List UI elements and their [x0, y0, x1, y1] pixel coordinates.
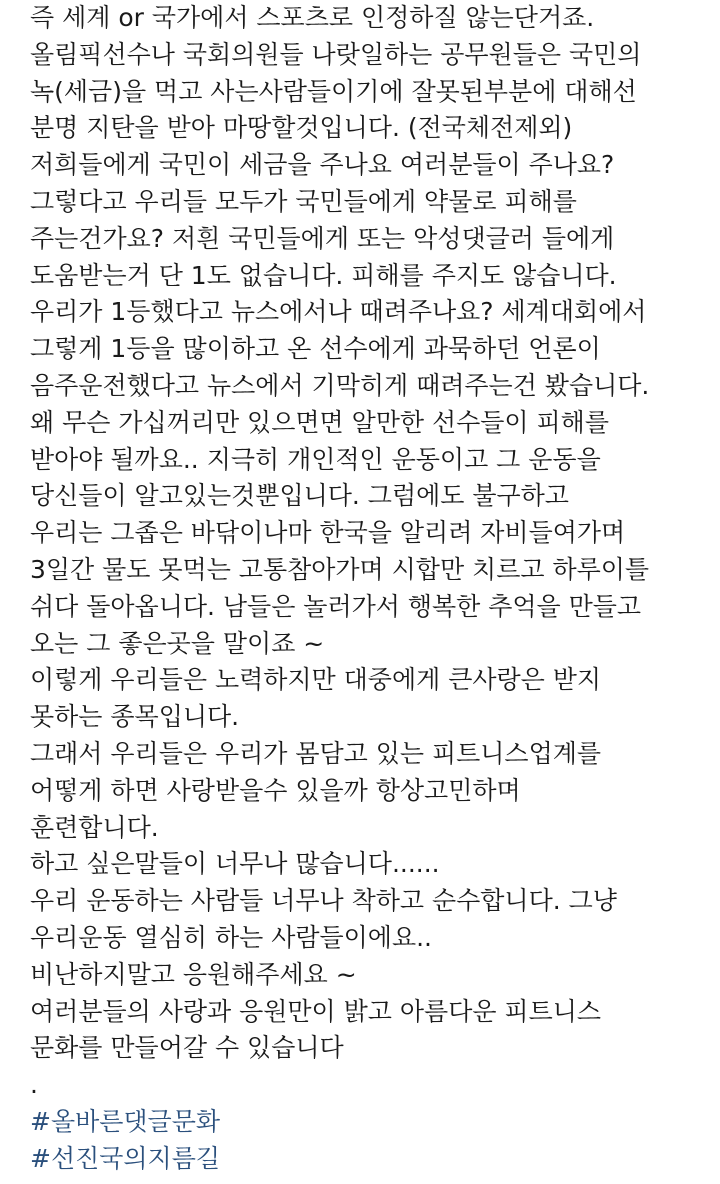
post-separator: . — [30, 1070, 38, 1100]
post-text-line: 문화를 만들어갈 수 있습니다 — [30, 1033, 344, 1063]
post-text-line: 그래서 우리들은 우리가 몸담고 있는 피트니스업계를 — [30, 738, 602, 768]
post-text-line: 비난하지말고 응원해주세요 ~ — [30, 959, 357, 989]
post-text-line: 분명 지탄을 받아 마땅할것입니다. (전국체전제외) — [30, 113, 573, 143]
post-text-line: 당신들이 알고있는것뿐입니다. 그럼에도 불구하고 — [30, 481, 569, 511]
post-text-line: 우리운동 열심히 하는 사람들이에요.. — [30, 922, 432, 952]
post-text-line: 오는 그 좋은곳을 말이죠 ~ — [30, 628, 325, 658]
post-text-line: 즉 세계 or 국가에서 스포츠로 인정하질 않는단거죠. — [30, 3, 595, 32]
post-text-line: 주는건가요? 저흰 국민들에게 또는 악성댓글러 들에게 — [30, 223, 615, 253]
post-text-line: 저희들에게 국민이 세금을 주나요 여러분들이 주나요? — [30, 150, 615, 180]
hashtag-link[interactable]: #선진국의지름길 — [30, 1143, 220, 1173]
post-text-line: 이렇게 우리들은 노력하지만 대중에게 큰사랑은 받지 — [30, 665, 602, 695]
post-body — [30, 0, 716, 1178]
post-text-line: 3일간 물도 못먹는 고통참아가며 시합만 치르고 하루이틀 — [30, 554, 650, 584]
post-text-line: 올림픽선수나 국회의원들 나랏일하는 공무원들은 국민의 — [30, 39, 642, 69]
post-text-line: 도움받는거 단 1도 없습니다. 피해를 주지도 않습니다. — [30, 260, 617, 290]
post-text-line: 받아야 될까요.. 지극히 개인적인 운동이고 그 운동을 — [30, 444, 601, 474]
post-text-line: 왜 무슨 가십꺼리만 있으면면 알만한 선수들이 피해를 — [30, 407, 609, 437]
post-text-line: 그렇다고 우리들 모두가 국민들에게 약물로 피해를 — [30, 186, 577, 216]
post-text-line: 우리가 1등했다고 뉴스에서나 때려주나요? 세계대회에서 — [30, 297, 647, 327]
post-text-line: 여러분들의 사랑과 응원만이 밝고 아름다운 피트니스 — [30, 996, 602, 1026]
post-text-line: 우리는 그좁은 바닦이나마 한국을 알리려 자비들여가며 — [30, 518, 626, 548]
post-text-line: 쉬다 돌아옵니다. 남들은 놀러가서 행복한 추억을 만들고 — [30, 591, 642, 621]
post-text-line: 하고 싶은말들이 너무나 많습니다...... — [30, 849, 440, 879]
post-text-line: 어떻게 하면 사랑받을수 있을까 항상고민하며 — [30, 775, 521, 805]
post-text-line: 훈련합니다. — [30, 812, 159, 842]
post-text-line: 음주운전했다고 뉴스에서 기막히게 때려주는건 봤습니다. — [30, 370, 650, 400]
post-text-line: 우리 운동하는 사람들 너무나 착하고 순수합니다. 그냥 — [30, 886, 617, 916]
post-text-line: 못하는 종목입니다. — [30, 702, 240, 732]
hashtag-link[interactable]: #올바른댓글문화 — [30, 1106, 220, 1136]
post-text-line: 녹(세금)을 먹고 사는사람들이기에 잘못된부분에 대해선 — [30, 76, 637, 106]
post-text-line: 그렇게 1등을 많이하고 온 선수에게 과묵하던 언론이 — [30, 334, 601, 364]
